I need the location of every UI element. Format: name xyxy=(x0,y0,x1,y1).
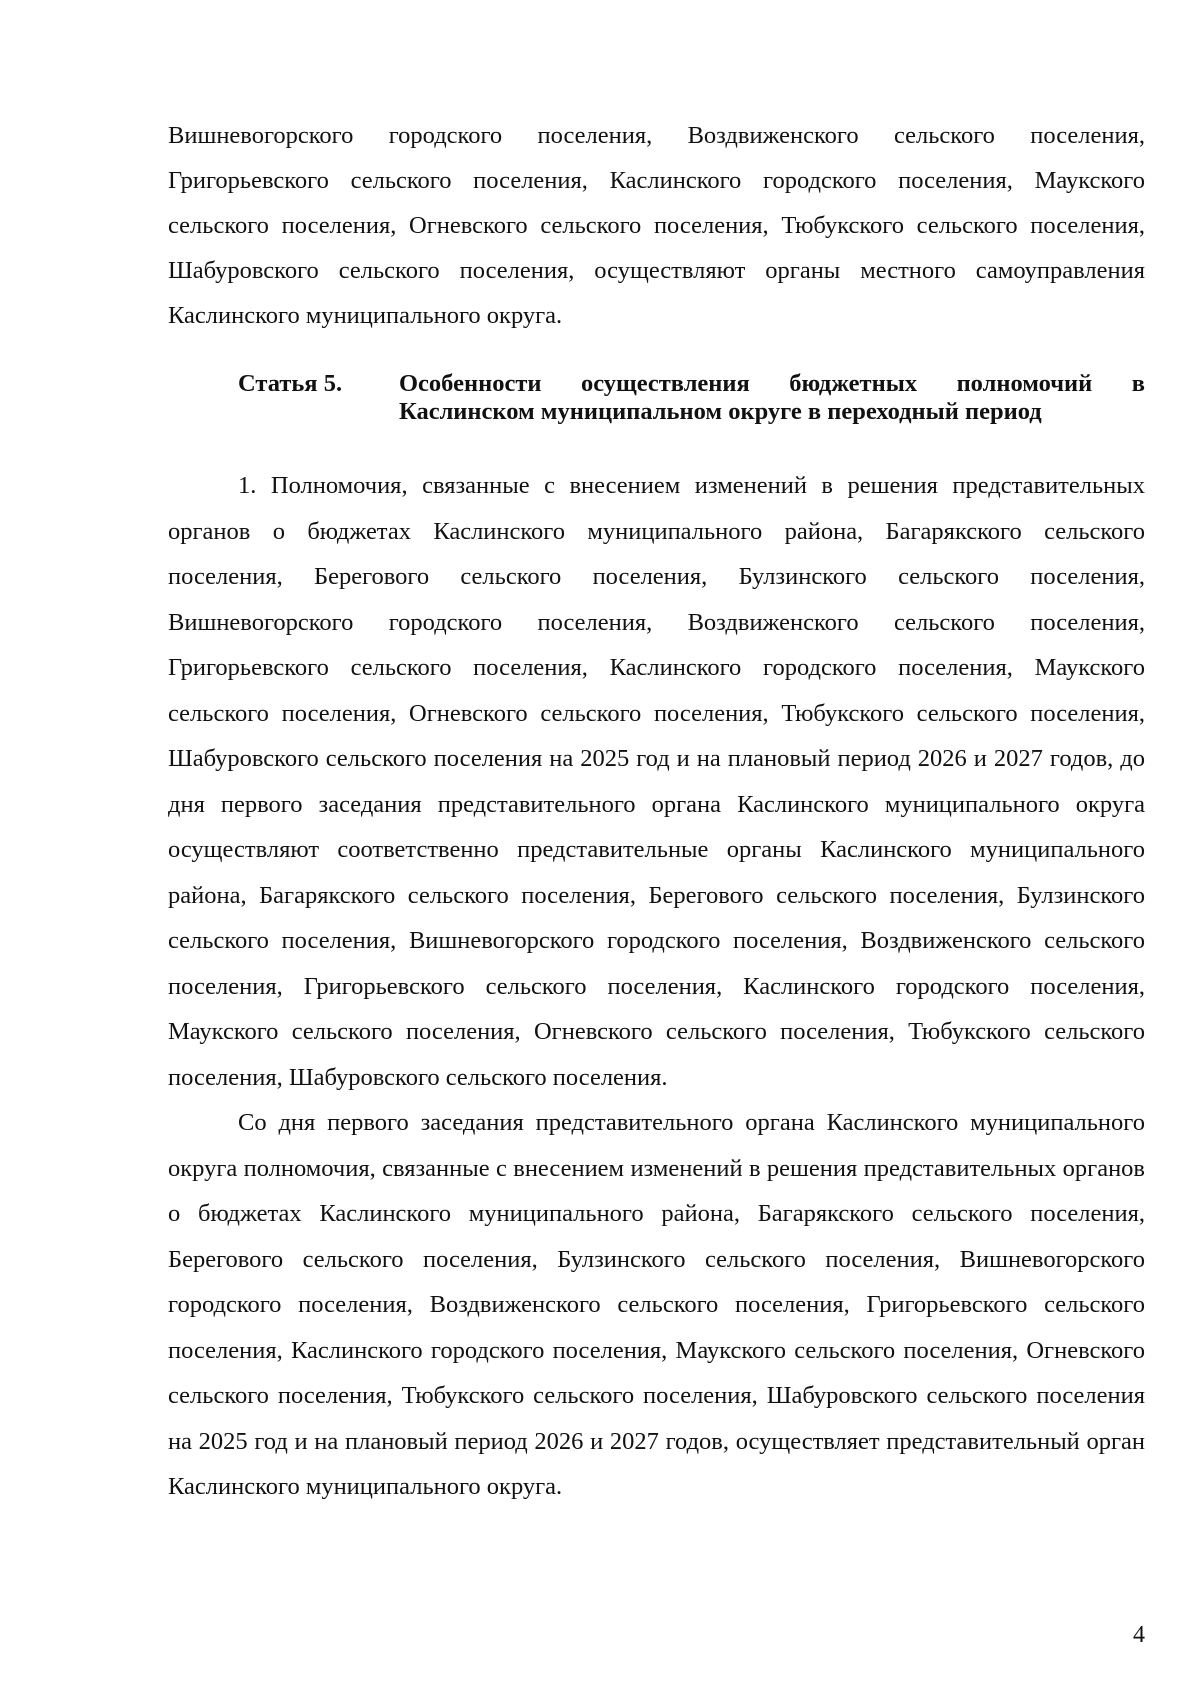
article-title: Особенности осуществления бюджетных полномочий в Каслинском муниципальном округе в переходный период xyxy=(399,370,1145,425)
article-heading xyxy=(238,370,1145,426)
article-body xyxy=(168,463,1145,1510)
intro-paragraph: Вишневогорского городского поселения, Воздвиженского сельского поселения, Григорьевского сельского поселения, Каслинского городского поселения, Маукского сельского поселения, Огневского сельского поселения, Тюбукского сельского поселения, Шабуровского сельского поселения, осуществляют органы местного самоуправления Каслинского муниципального округа. xyxy=(168,122,1145,329)
paragraph-2: Со дня первого заседания представительного органа Каслинского муниципального округа полномочия, связанные с внесением изменений в решения представительных органов о бюджетах Каслинского муниципального района, Багарякского сельского поселения, Берегового сельского поселения, Булзинского сельского поселения, Вишневогорского городского поселения, Воздвиженского сельского поселения, Григорьевского сельского поселения, Каслинского городского поселения, Маукского сельского поселения, Огневского сельского поселения, Тюбукского сельского поселения, Шабуровского сельского поселения на 2025 год и на плановый период 2026 и 2027 годов, осуществляет представительный орган Каслинского муниципального округа. xyxy=(168,1109,1145,1500)
article-number: Статья 5. xyxy=(238,370,343,397)
page-number: 4 xyxy=(1133,1622,1145,1648)
paragraph-1: 1. Полномочия, связанные с внесением изменений в решения представительных органов о бюджетах Каслинского муниципального района, Багарякского сельского поселения, Берегового сельского поселения, Булзинского сельского поселения, Вишневогорского городского поселения, Воздвиженского сельского поселения, Григорьевского сельского поселения, Каслинского городского поселения, Маукского сельского поселения, Огневского сельского поселения, Тюбукского сельского поселения, Шабуровского сельского поселения на 2025 год и на плановый период 2026 и 2027 годов, до дня первого заседания представительного органа Каслинского муниципального округа осуществляют соответственно представительные органы Каслинского муниципального района, Багарякского сельского поселения, Берегового сельского поселения, Булзинского сельского поселения, Вишневогорского городского поселения, Воздвиженского сельского поселения, Григорьевского сельского поселения, Каслинского городского поселения, Маукского сельского поселения, Огневского сельского поселения, Тюбукского сельского поселения, Шабуровского сельского поселения. xyxy=(168,472,1145,1091)
